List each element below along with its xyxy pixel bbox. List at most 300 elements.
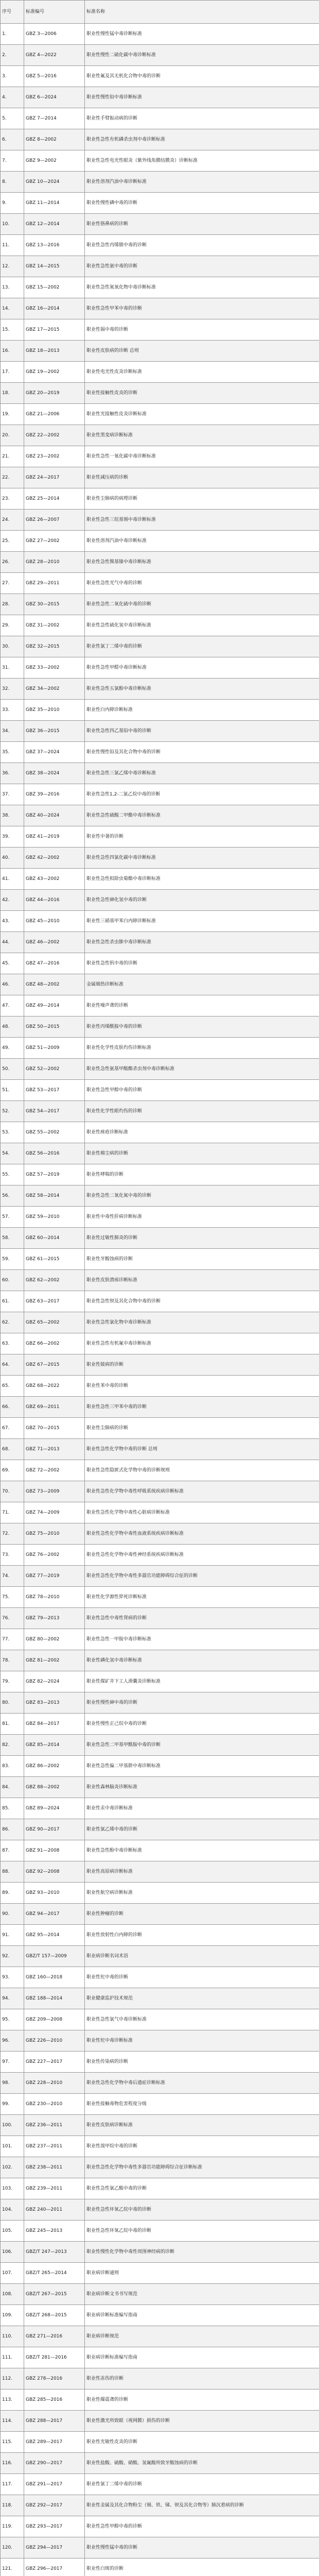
standard-name: 职业性痤疮诊断标准: [85, 1122, 319, 1143]
standard-name: 职业性急性电光性眼炎（紫外线角膜结膜炎）诊断标准: [85, 150, 319, 172]
standard-name: 职业性急性硫酸二甲酯中毒诊断标准: [85, 805, 319, 826]
row-index: 2.: [1, 45, 24, 66]
row-index: 60.: [1, 1270, 24, 1291]
table-row: [1, 2326, 319, 2347]
table-row: [1, 1122, 319, 1143]
row-index: 104.: [1, 2199, 24, 2221]
row-index: 121.: [1, 2558, 24, 2576]
standard-name: 职业性肿瘤的诊断: [85, 1904, 319, 1925]
row-index: 114.: [1, 2411, 24, 2432]
standard-number: GBZ 78—2010: [24, 1587, 85, 1608]
row-index: 5.: [1, 108, 24, 129]
table-row: [1, 1777, 319, 1798]
row-index: 56.: [1, 1185, 24, 1207]
standard-number: GBZ 296—2017: [24, 2558, 85, 2576]
standard-number: GBZ 294—2017: [24, 2537, 85, 2558]
standard-name: 职业性白斑的诊断: [85, 2558, 319, 2576]
standard-name: 职业健康监护技术规范: [85, 1988, 319, 2009]
row-index: 113.: [1, 2389, 24, 2411]
table-row: [1, 2474, 319, 2495]
standard-number: GBZ 46—2002: [24, 932, 85, 953]
standard-name: 职业性急性化学物中毒性神经系统疾病诊断标准: [85, 1545, 319, 1566]
standard-name: 职业病诊断名词术语: [85, 1946, 319, 1967]
row-index: 50.: [1, 1059, 24, 1080]
row-index: 54.: [1, 1143, 24, 1164]
row-index: 26.: [1, 552, 24, 573]
standard-number: GBZ 18—2013: [24, 341, 85, 362]
row-index: 74.: [1, 1566, 24, 1587]
row-index: 108.: [1, 2284, 24, 2305]
standard-number: GBZ 5—2016: [24, 66, 85, 87]
standard-number: GBZ 44—2016: [24, 890, 85, 911]
standard-name: 职业性急性1,2-二氯乙烷中毒的诊断: [85, 784, 319, 805]
standard-number: GBZ 84—2017: [24, 1714, 85, 1735]
standard-number: GBZ 240—2011: [24, 2199, 85, 2221]
row-index: 4.: [1, 87, 24, 108]
table-row: [1, 2221, 319, 2242]
table-row: [1, 1925, 319, 1946]
standard-number: GBZ 38—2024: [24, 763, 85, 784]
standard-name: 职业性慢性磷中毒的诊断: [85, 193, 319, 214]
standard-name: 职业性急性二甲基甲酰胺中毒的诊断: [85, 1735, 319, 1756]
standard-number: GBZ 79—2013: [24, 1608, 85, 1629]
table-row: [1, 2516, 319, 2537]
standard-number: GBZ 69—2011: [24, 1397, 85, 1418]
row-index: 76.: [1, 1608, 24, 1629]
table-row: [1, 2030, 319, 2052]
standard-name: 职业性急性硫化氢中毒诊断标准: [85, 615, 319, 636]
standard-name: 职业性急性拟除虫菊酯中毒诊断标准: [85, 869, 319, 890]
standard-name: 职业性铊中毒的诊断: [85, 1967, 319, 1988]
standard-name: 职业病诊断通则: [85, 2263, 319, 2284]
row-index: 57.: [1, 1207, 24, 1228]
table-row: [1, 1376, 319, 1397]
standard-name: 职业性急性化学物中毒性多器官功能障碍综合征诊断标准: [85, 2157, 319, 2178]
standard-number: GBZ 71—2013: [24, 1439, 85, 1460]
table-row: [1, 1988, 319, 2009]
row-index: 66.: [1, 1397, 24, 1418]
standard-name: 职业性中毒性肝病诊断标准: [85, 1207, 319, 1228]
standard-number: GBZ/T 157—2009: [24, 1946, 85, 1967]
standard-name: 职业性慢性二硫化碳中毒诊断标准: [85, 45, 319, 66]
standard-number: GBZ 61—2015: [24, 1249, 85, 1270]
standard-number: GBZ 80—2002: [24, 1629, 85, 1650]
table-row: [1, 1967, 319, 1988]
standard-name: 职业性急性五氯酚中毒诊断标准: [85, 679, 319, 700]
standard-number: GBZ 4—2022: [24, 45, 85, 66]
table-row: [1, 2136, 319, 2157]
standard-number: GBZ 10—2024: [24, 172, 85, 193]
row-index: 67.: [1, 1418, 24, 1439]
standard-name: 职业性急性二氧化硫中毒的诊断: [85, 594, 319, 615]
standard-number: GBZ 35—2010: [24, 700, 85, 721]
standard-number: GBZ 33—2002: [24, 657, 85, 679]
row-index: 59.: [1, 1249, 24, 1270]
table-row: [1, 214, 319, 235]
standard-name: 职业性急性有机磷杀虫剂中毒诊断标准: [85, 129, 319, 150]
standard-number: GBZ 23—2002: [24, 446, 85, 467]
standard-number: GBZ/T 247—2013: [24, 2242, 85, 2263]
table-row: [1, 425, 319, 446]
standard-number: GBZ 29—2011: [24, 573, 85, 594]
table-row: [1, 510, 319, 531]
standard-number: GBZ 58—2014: [24, 1185, 85, 1207]
table-row: [1, 2263, 319, 2284]
row-index: 73.: [1, 1545, 24, 1566]
standard-name: 职业性放射性白内障的诊断: [85, 1925, 319, 1946]
row-index: 61.: [1, 1291, 24, 1312]
standard-number: GBZ 292—2017: [24, 2495, 85, 2516]
standard-name: 职业性减压病的诊断: [85, 467, 319, 488]
row-index: 34.: [1, 721, 24, 742]
standard-name: 职业性盐酸、硫酸、硝酸、氢氟酸所致牙酸蚀病的诊断: [85, 2453, 319, 2474]
standard-number: GBZ 45—2010: [24, 911, 85, 932]
table-row: [1, 362, 319, 383]
standard-name: 职业性慢性化学物中毒性周围神经病的诊断: [85, 2242, 319, 2263]
row-index: 112.: [1, 2368, 24, 2389]
standard-number: GBZ 31—2002: [24, 615, 85, 636]
standard-name: 职业性牙酸蚀病的诊断: [85, 1249, 319, 1270]
standard-number: GBZ 236—2011: [24, 2115, 85, 2136]
table-row: [1, 2009, 319, 2030]
standard-name: 职业性急性甲苯中毒的诊断: [85, 298, 319, 319]
table-row: [1, 1333, 319, 1354]
standard-number: GBZ 16—2014: [24, 298, 85, 319]
table-row: [1, 1566, 319, 1587]
standard-name: 职业性急性光气中毒的诊断: [85, 573, 319, 594]
standard-name: 职业性急性二氧化氮中毒的诊断: [85, 1185, 319, 1207]
row-index: 44.: [1, 932, 24, 953]
table-row: [1, 2094, 319, 2115]
table-row: [1, 1523, 319, 1545]
row-index: 83.: [1, 1756, 24, 1777]
standard-number: GBZ 43—2002: [24, 869, 85, 890]
row-index: 69.: [1, 1460, 24, 1481]
table-row: [1, 2389, 319, 2411]
standard-number: GBZ 49—2014: [24, 995, 85, 1016]
standard-name: 职业性急性化学物中毒性血液系统疾病诊断标准: [85, 1523, 319, 1545]
standard-name: 职业性急性四乙基铅中毒的诊断: [85, 721, 319, 742]
standard-number: GBZ 32—2015: [24, 636, 85, 657]
table-row: [1, 45, 319, 66]
standard-number: GBZ 22—2002: [24, 425, 85, 446]
table-row: [1, 1756, 319, 1777]
standard-number: GBZ 51—2009: [24, 1038, 85, 1059]
row-index: 18.: [1, 383, 24, 404]
standard-number: GBZ 27—2002: [24, 531, 85, 552]
row-index: 24.: [1, 510, 24, 531]
table-row: [1, 869, 319, 890]
row-index: 9.: [1, 193, 24, 214]
table-row: [1, 805, 319, 826]
row-index: 46.: [1, 974, 24, 995]
table-row: [1, 636, 319, 657]
row-index: 36.: [1, 763, 24, 784]
standard-number: GBZ 271—2016: [24, 2326, 85, 2347]
table-header-row: [1, 1, 319, 24]
row-index: 106.: [1, 2242, 24, 2263]
table-row: [1, 721, 319, 742]
table-row: [1, 1798, 319, 1819]
row-index: 118.: [1, 2495, 24, 2516]
standard-name: 职业性急性氯乙酸中毒的诊断: [85, 2178, 319, 2199]
table-row: [1, 383, 319, 404]
standard-number: GBZ 9—2002: [24, 150, 85, 172]
standard-name: 职业性急性环氧乙烷中毒的诊断: [85, 2221, 319, 2242]
standard-number: GBZ 54—2017: [24, 1101, 85, 1122]
standard-number: GBZ 57—2019: [24, 1164, 85, 1185]
standard-number: GBZ 288—2017: [24, 2411, 85, 2432]
standard-number: GBZ 26—2007: [24, 510, 85, 531]
table-row: [1, 446, 319, 467]
row-index: 19.: [1, 404, 24, 425]
standard-number: GBZ 74—2009: [24, 1502, 85, 1523]
standard-number: GBZ 290—2017: [24, 2453, 85, 2474]
standard-name: 职业性急性氯气中毒诊断标准: [85, 2009, 319, 2030]
row-index: 8.: [1, 172, 24, 193]
standard-number: GBZ 90—2017: [24, 1819, 85, 1840]
row-index: 81.: [1, 1714, 24, 1735]
standard-number: GBZ 59—2010: [24, 1207, 85, 1228]
row-index: 82.: [1, 1735, 24, 1756]
row-index: 51.: [1, 1080, 24, 1101]
row-index: 105.: [1, 2221, 24, 2242]
standard-name: 职业性慢性铅中毒诊断标准: [85, 87, 319, 108]
table-row: [1, 1354, 319, 1376]
row-index: 80.: [1, 1692, 24, 1714]
row-index: 97.: [1, 2052, 24, 2073]
table-row: [1, 404, 319, 425]
table-row: [1, 1439, 319, 1460]
row-index: 39.: [1, 826, 24, 848]
row-index: 78.: [1, 1650, 24, 1671]
standard-name: 金属烟热诊断标准: [85, 974, 319, 995]
standard-number: GBZ 230—2010: [24, 2094, 85, 2115]
standard-number: GBZ 50—2015: [24, 1016, 85, 1038]
table-row: [1, 2242, 319, 2263]
row-index: 110.: [1, 2326, 24, 2347]
standard-number: GBZ 25—2014: [24, 488, 85, 510]
table-row: [1, 2495, 319, 2516]
table-row: [1, 129, 319, 150]
standard-number: GBZ 28—2010: [24, 552, 85, 573]
row-index: 25.: [1, 531, 24, 552]
row-index: 23.: [1, 488, 24, 510]
row-index: 15.: [1, 319, 24, 341]
standard-number: GBZ 47—2016: [24, 953, 85, 974]
standard-number: GBZ 24—2017: [24, 467, 85, 488]
standard-name: 职业性急性有机氟中毒诊断标准: [85, 1333, 319, 1354]
standard-name: 职业性急性中毒性肾病的诊断: [85, 1608, 319, 1629]
table-row: [1, 1650, 319, 1671]
row-index: 12.: [1, 256, 24, 277]
standard-name: 职业性急性氨中毒的诊断: [85, 256, 319, 277]
table-row: [1, 1671, 319, 1692]
standard-number: GBZ 237—2011: [24, 2136, 85, 2157]
table-row: [1, 2537, 319, 2558]
row-index: 117.: [1, 2474, 24, 2495]
table-row: [1, 193, 319, 214]
row-index: 45.: [1, 953, 24, 974]
standard-name: 职业性黑变病诊断标准: [85, 425, 319, 446]
standard-name: 职业性三硝基甲苯白内障诊断标准: [85, 911, 319, 932]
standard-name: 职业性光接触性皮炎诊断标准: [85, 404, 319, 425]
standard-number: GBZ 11—2014: [24, 193, 85, 214]
row-index: 119.: [1, 2516, 24, 2537]
standard-name: 职业性尘肺病的诊断: [85, 1418, 319, 1439]
standard-name: 职业性急性化学物中毒性多器官功能障碍综合征的诊断: [85, 1566, 319, 1587]
standard-number: GBZ 65—2002: [24, 1312, 85, 1333]
table-row: [1, 1883, 319, 1904]
table-row: [1, 1904, 319, 1925]
table-row: [1, 2411, 319, 2432]
standard-name: 职业性化学性皮肤灼伤诊断标准: [85, 1038, 319, 1059]
standard-number: GBZ 41—2019: [24, 826, 85, 848]
standard-number: GBZ 13—2016: [24, 235, 85, 256]
standard-number: GBZ 73—2009: [24, 1481, 85, 1502]
standard-number: GBZ 40—2024: [24, 805, 85, 826]
table-row: [1, 341, 319, 362]
standard-name: 职业性慢性锰中毒诊断标准: [85, 24, 319, 45]
standard-name: 职业性氯丁二烯中毒的诊断: [85, 2474, 319, 2495]
row-index: 99.: [1, 2094, 24, 2115]
row-index: 95.: [1, 2009, 24, 2030]
standard-number: GBZ 91—2008: [24, 1840, 85, 1861]
table-row: [1, 679, 319, 700]
table-row: [1, 573, 319, 594]
standard-name: 职业性急性隐匿式化学物中毒的诊断规则: [85, 1460, 319, 1481]
standard-name: 职业性铬鼻病的诊断: [85, 214, 319, 235]
standard-number: GBZ 85—2014: [24, 1735, 85, 1756]
standard-name: 职业性丙烯酰胺中毒的诊断: [85, 1016, 319, 1038]
row-index: 77.: [1, 1629, 24, 1650]
table-row: [1, 172, 319, 193]
table-row: [1, 890, 319, 911]
standard-name: 职业性接触性皮炎的诊断: [85, 383, 319, 404]
standard-number: GBZ 6—2024: [24, 87, 85, 108]
table-row: [1, 1735, 319, 1756]
standard-name: 职业性棉尘病的诊断: [85, 1143, 319, 1164]
standard-number: GBZ 7—2014: [24, 108, 85, 129]
row-index: 62.: [1, 1312, 24, 1333]
table-row: [1, 467, 319, 488]
table-row: [1, 2368, 319, 2389]
standard-number: GBZ 293—2017: [24, 2516, 85, 2537]
standard-number: GBZ 188—2014: [24, 1988, 85, 2009]
standard-name: 职业性溶剂汽油中毒诊断标准: [85, 172, 319, 193]
table-row: [1, 1080, 319, 1101]
standard-name: 职业性苯中毒的诊断: [85, 1376, 319, 1397]
standard-number: GBZ 93—2010: [24, 1883, 85, 1904]
table-row: [1, 24, 319, 45]
table-row: [1, 1291, 319, 1312]
standard-name: 职业性化学性眼灼伤的诊断: [85, 1101, 319, 1122]
standard-number: GBZ 86—2002: [24, 1756, 85, 1777]
standard-name: 职业性溴甲烷中毒的诊断: [85, 2136, 319, 2157]
standard-number: GBZ/T 265—2014: [24, 2263, 85, 2284]
row-index: 52.: [1, 1101, 24, 1122]
table-row: [1, 700, 319, 721]
standard-name: 职业性急性化学物中毒性心脏病诊断标准: [85, 1502, 319, 1523]
row-index: 88.: [1, 1861, 24, 1883]
row-index: 13.: [1, 277, 24, 298]
standard-number: GBZ 48—2002: [24, 974, 85, 995]
standard-number: GBZ 81—2002: [24, 1650, 85, 1671]
table-row: [1, 1101, 319, 1122]
table-row: [1, 256, 319, 277]
standard-name: 职业性中暑的诊断: [85, 826, 319, 848]
standard-name: 职业性急性羰基镍中毒诊断标准: [85, 552, 319, 573]
table-row: [1, 1249, 319, 1270]
row-index: 91.: [1, 1925, 24, 1946]
standard-number: GBZ/T 268—2015: [24, 2305, 85, 2326]
standard-name: 职业性急性一氧化碳中毒诊断标准: [85, 446, 319, 467]
row-index: 101.: [1, 2136, 24, 2157]
table-row: [1, 298, 319, 319]
row-index: 29.: [1, 615, 24, 636]
standard-number: GBZ 77—2019: [24, 1566, 85, 1587]
table-row: [1, 594, 319, 615]
table-row: [1, 235, 319, 256]
row-index: 100.: [1, 2115, 24, 2136]
table-row: [1, 2305, 319, 2326]
standard-number: GBZ 75—2010: [24, 1523, 85, 1545]
table-row: [1, 87, 319, 108]
table-row: [1, 1502, 319, 1523]
row-index: 7.: [1, 150, 24, 172]
standard-name: 职业病诊断文书书写规范: [85, 2284, 319, 2305]
standard-number: GBZ/T 267—2015: [24, 2284, 85, 2305]
table-row: [1, 1312, 319, 1333]
row-index: 79.: [1, 1671, 24, 1692]
standard-number: GBZ 53—2017: [24, 1080, 85, 1101]
table-row: [1, 1038, 319, 1059]
table-row: [1, 66, 319, 87]
standard-name: 职业性急性甲醛中毒诊断标准: [85, 657, 319, 679]
standard-name: 职业性氯乙烯中毒的诊断: [85, 1819, 319, 1840]
row-index: 10.: [1, 214, 24, 235]
table-row: [1, 1016, 319, 1038]
row-index: 102.: [1, 2157, 24, 2178]
row-index: 87.: [1, 1840, 24, 1861]
standard-number: GBZ 89—2024: [24, 1798, 85, 1819]
standard-name: 职业性氟及其无机化合物中毒的诊断: [85, 66, 319, 87]
row-index: 65.: [1, 1376, 24, 1397]
column-header-index: 序号: [1, 1, 24, 24]
standard-name: 职业性急性钡及其化合物中毒的诊断: [85, 1291, 319, 1312]
row-index: 58.: [1, 1228, 24, 1249]
standard-name: 职业病诊断标准编写指南: [85, 2305, 319, 2326]
standard-name: 职业性急性酚中毒诊断标准: [85, 1840, 319, 1861]
row-index: 86.: [1, 1819, 24, 1840]
table-row: [1, 1397, 319, 1418]
standard-number: GBZ 12—2014: [24, 214, 85, 235]
row-index: 64.: [1, 1354, 24, 1376]
table-row: [1, 1164, 319, 1185]
row-index: 72.: [1, 1523, 24, 1545]
standard-number: GBZ 63—2017: [24, 1291, 85, 1312]
table-row: [1, 1228, 319, 1249]
row-index: 16.: [1, 341, 24, 362]
table-row: [1, 1861, 319, 1883]
row-index: 85.: [1, 1798, 24, 1819]
row-index: 109.: [1, 2305, 24, 2326]
standard-name: 职业性噪声聋的诊断: [85, 995, 319, 1016]
standard-name: 职业性急性化学物中毒的诊断 总则: [85, 1439, 319, 1460]
standard-number: GBZ 20—2019: [24, 383, 85, 404]
row-index: 107.: [1, 2263, 24, 2284]
row-index: 38.: [1, 805, 24, 826]
